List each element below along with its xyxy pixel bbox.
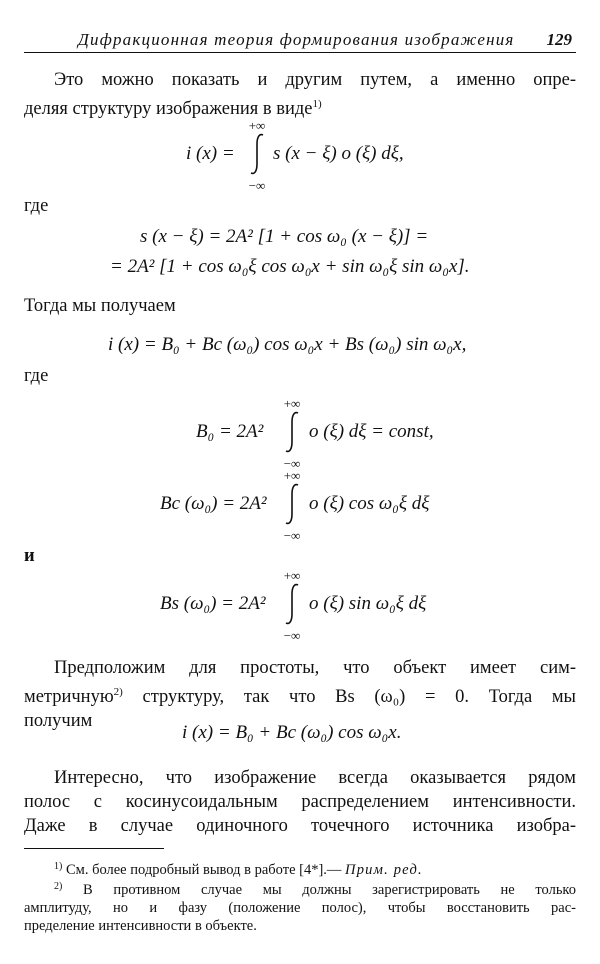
paragraph-1 [24, 68, 576, 121]
integral-4-upper-limit: +∞ [283, 396, 301, 411]
footnote-2 [24, 878, 576, 935]
integral-4 [274, 396, 310, 472]
paragraph-1-line-1: Это можно показать и другим путем, а именно опре- [54, 70, 576, 90]
footnote-1-editor-note: Прим. ред. [345, 862, 423, 878]
integral-1 [239, 118, 275, 194]
where-label-2: где [24, 366, 49, 386]
paragraph-3 [24, 766, 576, 838]
integral-6-lower-limit: −∞ [283, 628, 301, 643]
integral-sign-icon [274, 410, 310, 454]
footnote-1-line [24, 858, 576, 879]
integral-1-upper-limit: +∞ [248, 118, 266, 133]
equation-4-lhs: B₀ = 2A² [196, 421, 264, 442]
integral-sign-icon [274, 582, 310, 626]
equation-1-rhs: s (x − ξ) o (ξ) dξ, [273, 143, 404, 164]
footnote-2-line-3: пределение интенсивности в объекте. [24, 918, 257, 934]
paragraph-3-line-2: полос с косинусоидальным распределением интенсивности. [24, 792, 576, 812]
paragraph-1-line-2-text: деляя структуру изображения в виде [24, 99, 313, 119]
page-number: 129 [546, 30, 572, 49]
integral-5-lower-limit: −∞ [283, 528, 301, 543]
footnote-ref-1: 1) [312, 98, 322, 110]
footnote-ref-2: 2) [113, 686, 123, 698]
footnote-2-line-1-text: В противном случае мы должны зарегистрировать не только [83, 882, 576, 898]
integral-6-upper-limit: +∞ [283, 568, 301, 583]
paragraph-2-line-1: Предположим для простоты, что объект имеет сим- [54, 658, 576, 678]
integral-1-lower-limit: −∞ [248, 178, 266, 193]
paragraph-1-line-2 [24, 92, 576, 121]
footnote-1 [24, 858, 576, 879]
running-head-title: Дифракционная теория формирования изображения [78, 30, 515, 49]
footnote-1-text: См. более подробный вывод в работе [4*].— [65, 862, 346, 878]
paragraph-2-line-3: получим [24, 711, 93, 731]
equation-5-rhs: o (ξ) cos ω₀ξ dξ [309, 493, 430, 514]
integral-6 [274, 568, 310, 644]
equation-5-lhs: Bc (ω₀) = 2A² [160, 493, 267, 514]
paragraph-3-line-1: Интересно, что изображение всегда оказывается рядом [54, 768, 576, 788]
paragraph-3-line-3: Даже в случае одиночного точечного источника изобра- [24, 816, 576, 836]
equation-7: i (x) = B₀ + Bc (ω₀) cos ω₀x. [182, 722, 402, 743]
then-label: Тогда мы получаем [24, 296, 176, 316]
equation-2-line-2: = 2A² [1 + cos ω₀ξ cos ω₀x + sin ω₀ξ sin ω₀x]. [110, 256, 470, 277]
equation-6-lhs: Bs (ω₀) = 2A² [160, 593, 266, 614]
equation-3: i (x) = B₀ + Bc (ω₀) cos ω₀x + Bs (ω₀) sin ω₀x, [108, 334, 467, 355]
equation-1-lhs: i (x) = [186, 143, 235, 164]
paragraph-2-line-2 [24, 680, 576, 709]
footnote-2-line-2: амплитуду, но и фазу (положение полос), чтобы восстановить рас- [24, 900, 576, 916]
integral-5-upper-limit: +∞ [283, 468, 301, 483]
footnote-2-line-1 [24, 878, 576, 899]
paragraph-2-line-2-a: метричную [24, 687, 114, 707]
footnote-2-mark: 2) [54, 881, 63, 892]
equation-4-rhs: o (ξ) dξ = const, [309, 421, 434, 442]
integral-sign-icon [239, 132, 275, 176]
paragraph-2-line-2-b: структуру, так что Bs (ω₀) = 0. Тогда мы [122, 687, 576, 707]
integral-sign-icon [274, 482, 310, 526]
where-label-1: где [24, 196, 49, 216]
integral-4-lower-limit: −∞ [283, 456, 301, 471]
footnote-divider [24, 848, 164, 849]
equation-2-line-1: s (x − ξ) = 2A² [1 + cos ω₀ (x − ξ)] = [140, 226, 429, 247]
running-head [24, 30, 576, 53]
integral-5 [274, 468, 310, 544]
and-label: и [24, 546, 35, 566]
equation-6-rhs: o (ξ) sin ω₀ξ dξ [309, 593, 427, 614]
footnote-1-mark: 1) [54, 861, 63, 872]
